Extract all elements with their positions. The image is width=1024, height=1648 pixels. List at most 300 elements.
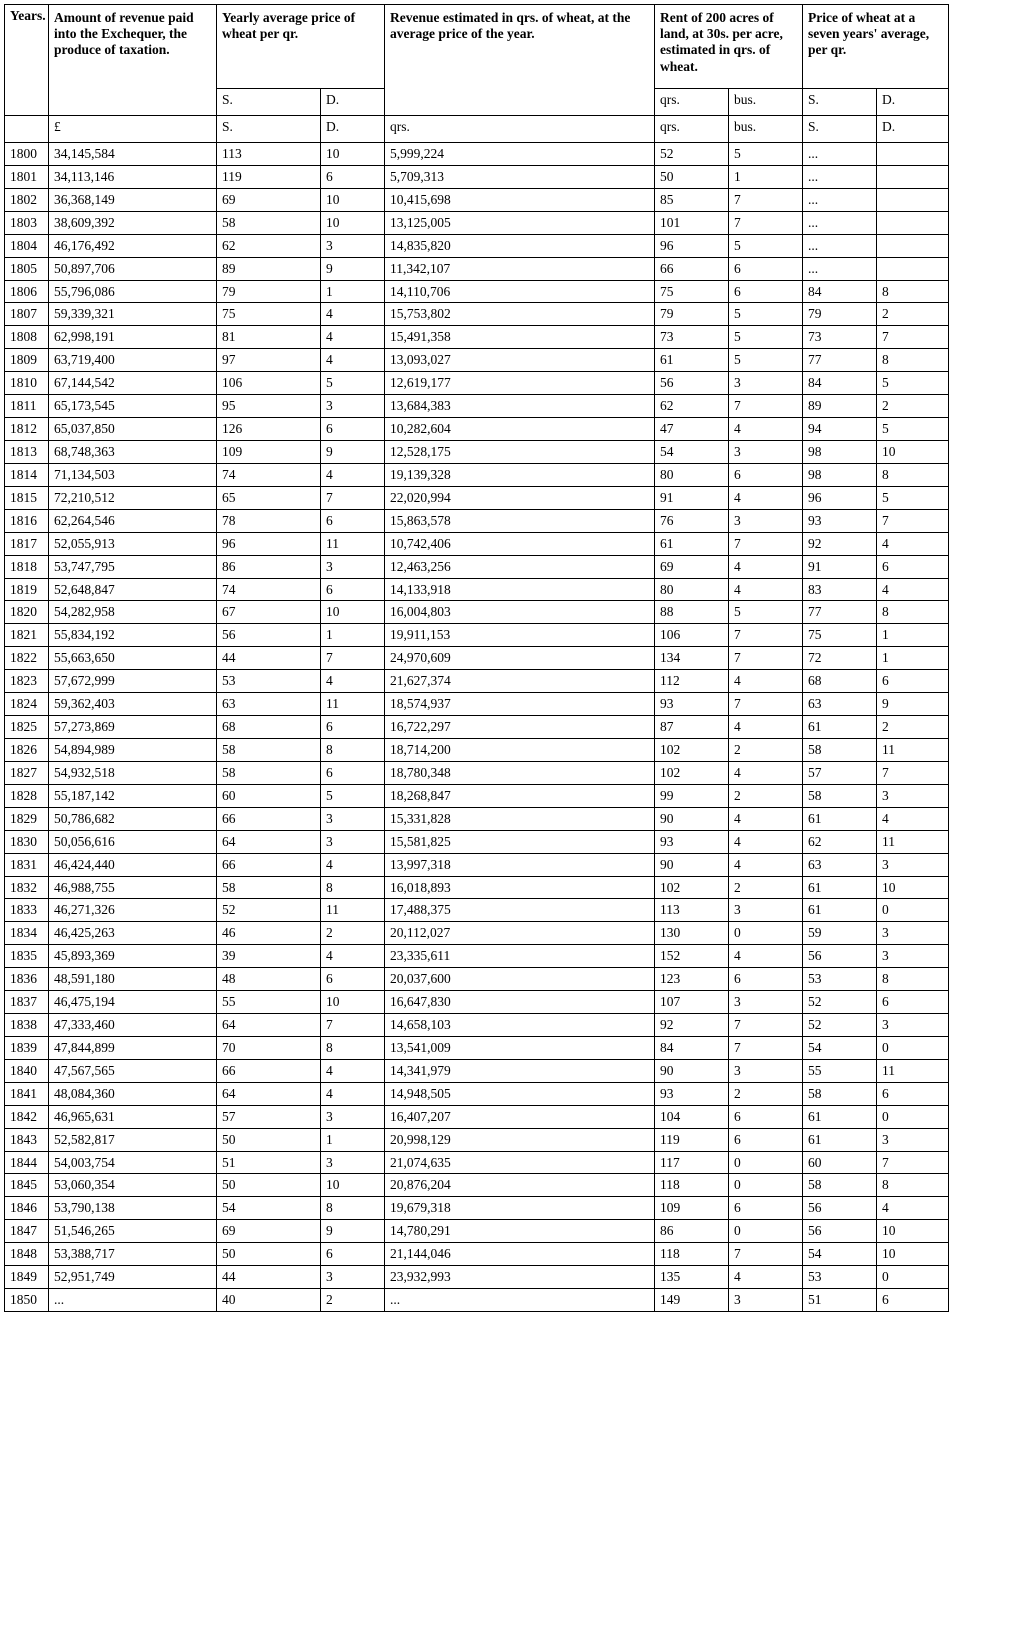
cell-revenue-in-wheat: 15,331,828 [385,807,655,830]
cell-year: 1828 [5,784,49,807]
cell-rent-bus: 7 [729,395,803,418]
cell-rent-qrs: 152 [655,945,729,968]
cell-price-pence: 7 [877,1151,949,1174]
cell-price-pence [877,188,949,211]
cell-rent-bus: 3 [729,1059,803,1082]
cell-rent-qrs: 109 [655,1197,729,1220]
cell-revenue: 55,663,650 [49,647,217,670]
cell-price-shillings: 98 [803,440,877,463]
cell-year: 1849 [5,1266,49,1289]
cell-price-shillings: 58 [803,1174,877,1197]
cell-price-pence: 2 [877,395,949,418]
cell-price-pence [877,234,949,257]
cell-price-pence: 3 [877,1128,949,1151]
cell-year: 1825 [5,716,49,739]
cell-avg-price-pence: 3 [321,555,385,578]
cell-year: 1807 [5,303,49,326]
cell-year: 1817 [5,532,49,555]
cell-revenue-in-wheat: 18,780,348 [385,761,655,784]
cell-price-pence: 8 [877,280,949,303]
cell-year: 1801 [5,165,49,188]
unit-avg-price-pence-2: D. [321,116,385,143]
cell-rent-bus: 7 [729,1014,803,1037]
cell-rent-qrs: 80 [655,578,729,601]
unit-rent-bus-2: bus. [729,116,803,143]
cell-revenue-in-wheat: 19,911,153 [385,624,655,647]
cell-rent-qrs: 107 [655,991,729,1014]
table-row [5,234,949,257]
cell-rent-qrs: 106 [655,624,729,647]
table-row [5,670,949,693]
cell-price-shillings: 96 [803,486,877,509]
cell-avg-price-shillings: 54 [217,1197,321,1220]
cell-price-pence: 11 [877,1059,949,1082]
cell-rent-bus: 4 [729,418,803,441]
cell-price-shillings: 61 [803,1105,877,1128]
cell-avg-price-shillings: 96 [217,532,321,555]
cell-rent-qrs: 134 [655,647,729,670]
cell-rent-qrs: 80 [655,463,729,486]
cell-revenue-in-wheat: 16,407,207 [385,1105,655,1128]
cell-revenue: 54,282,958 [49,601,217,624]
cell-revenue-in-wheat: 16,018,893 [385,876,655,899]
cell-avg-price-pence: 7 [321,1014,385,1037]
unit-rent-qrs-2: qrs. [655,116,729,143]
cell-year: 1802 [5,188,49,211]
cell-revenue-in-wheat: 5,709,313 [385,165,655,188]
cell-avg-price-shillings: 64 [217,1014,321,1037]
cell-year: 1809 [5,349,49,372]
cell-rent-qrs: 66 [655,257,729,280]
cell-avg-price-shillings: 109 [217,440,321,463]
cell-year: 1829 [5,807,49,830]
table-row [5,257,949,280]
cell-avg-price-pence: 3 [321,395,385,418]
cell-price-shillings: 53 [803,1266,877,1289]
cell-year: 1841 [5,1082,49,1105]
table-row [5,165,949,188]
cell-rent-qrs: 118 [655,1174,729,1197]
cell-rent-qrs: 102 [655,876,729,899]
unit-avg-price-shillings: S. [217,89,321,116]
cell-year: 1843 [5,1128,49,1151]
cell-price-pence: 6 [877,670,949,693]
cell-price-shillings: 73 [803,326,877,349]
cell-price-shillings: 61 [803,807,877,830]
cell-price-pence: 3 [877,1014,949,1037]
cell-avg-price-shillings: 119 [217,165,321,188]
cell-year: 1805 [5,257,49,280]
table-row [5,647,949,670]
cell-avg-price-shillings: 46 [217,922,321,945]
cell-revenue-in-wheat: 23,335,611 [385,945,655,968]
cell-year: 1818 [5,555,49,578]
cell-rent-qrs: 69 [655,555,729,578]
cell-revenue: 46,475,194 [49,991,217,1014]
cell-rent-qrs: 56 [655,372,729,395]
cell-avg-price-shillings: 81 [217,326,321,349]
cell-year: 1800 [5,143,49,166]
cell-rent-qrs: 102 [655,761,729,784]
cell-rent-bus: 5 [729,326,803,349]
cell-rent-qrs: 91 [655,486,729,509]
cell-price-shillings: 72 [803,647,877,670]
cell-revenue-in-wheat: 13,684,383 [385,395,655,418]
cell-price-shillings: 51 [803,1289,877,1312]
cell-rent-qrs: 62 [655,395,729,418]
cell-revenue: 65,037,850 [49,418,217,441]
cell-revenue-in-wheat: 21,627,374 [385,670,655,693]
cell-avg-price-shillings: 78 [217,509,321,532]
cell-avg-price-pence: 10 [321,601,385,624]
cell-price-shillings: 75 [803,624,877,647]
cell-rent-qrs: 90 [655,1059,729,1082]
cell-avg-price-shillings: 50 [217,1243,321,1266]
cell-rent-qrs: 86 [655,1220,729,1243]
cell-rent-qrs: 130 [655,922,729,945]
cell-rent-bus: 5 [729,349,803,372]
cell-avg-price-shillings: 66 [217,853,321,876]
cell-avg-price-pence: 7 [321,486,385,509]
cell-rent-qrs: 52 [655,143,729,166]
cell-revenue: ... [49,1289,217,1312]
cell-rent-bus: 5 [729,601,803,624]
cell-avg-price-pence: 6 [321,968,385,991]
column-header-revenue-in-wheat: Revenue estimated in qrs. of wheat, at the average price of the year. [385,5,655,116]
cell-avg-price-pence: 3 [321,830,385,853]
cell-avg-price-shillings: 74 [217,578,321,601]
cell-revenue-in-wheat: 14,341,979 [385,1059,655,1082]
cell-price-pence: 8 [877,463,949,486]
cell-rent-bus: 7 [729,188,803,211]
cell-price-pence: 1 [877,624,949,647]
cell-price-shillings: 94 [803,418,877,441]
table-row [5,1197,949,1220]
cell-year: 1837 [5,991,49,1014]
cell-price-shillings: 54 [803,1036,877,1059]
cell-revenue: 57,672,999 [49,670,217,693]
cell-price-shillings: 92 [803,532,877,555]
cell-avg-price-shillings: 75 [217,303,321,326]
cell-avg-price-pence: 6 [321,509,385,532]
cell-avg-price-pence: 3 [321,807,385,830]
cell-revenue: 53,060,354 [49,1174,217,1197]
cell-avg-price-shillings: 55 [217,991,321,1014]
table-row [5,968,949,991]
cell-avg-price-pence: 6 [321,418,385,441]
cell-revenue: 72,210,512 [49,486,217,509]
cell-avg-price-pence: 3 [321,1266,385,1289]
cell-avg-price-pence: 3 [321,1151,385,1174]
cell-rent-qrs: 93 [655,830,729,853]
cell-price-pence: 5 [877,418,949,441]
cell-avg-price-shillings: 39 [217,945,321,968]
cell-revenue-in-wheat: 14,948,505 [385,1082,655,1105]
cell-avg-price-shillings: 106 [217,372,321,395]
cell-price-pence: 8 [877,349,949,372]
cell-revenue-in-wheat: 5,999,224 [385,143,655,166]
table-row [5,372,949,395]
table-row [5,1289,949,1312]
cell-avg-price-pence: 4 [321,463,385,486]
cell-avg-price-shillings: 48 [217,968,321,991]
cell-avg-price-pence: 2 [321,922,385,945]
cell-rent-bus: 0 [729,1151,803,1174]
cell-revenue-in-wheat: 20,037,600 [385,968,655,991]
cell-price-pence: 8 [877,1174,949,1197]
cell-revenue-in-wheat: 20,876,204 [385,1174,655,1197]
table-row [5,280,949,303]
cell-avg-price-pence: 4 [321,853,385,876]
cell-price-pence: 4 [877,578,949,601]
cell-year: 1839 [5,1036,49,1059]
cell-revenue-in-wheat: 16,647,830 [385,991,655,1014]
cell-price-pence: 10 [877,1243,949,1266]
revenue-wheat-table [4,4,949,1312]
cell-avg-price-shillings: 44 [217,1266,321,1289]
cell-price-shillings: ... [803,165,877,188]
cell-rent-bus: 0 [729,922,803,945]
cell-revenue-in-wheat: 13,997,318 [385,853,655,876]
cell-revenue: 57,273,869 [49,716,217,739]
cell-avg-price-pence: 4 [321,1059,385,1082]
cell-revenue: 62,264,546 [49,509,217,532]
cell-revenue: 52,582,817 [49,1128,217,1151]
table-row [5,830,949,853]
cell-price-pence: 9 [877,693,949,716]
table-row [5,738,949,761]
cell-revenue: 63,719,400 [49,349,217,372]
column-header-price-seven-years: Price of wheat at a seven years' average, per qr. [803,5,949,89]
cell-year: 1822 [5,647,49,670]
cell-rent-bus: 4 [729,853,803,876]
cell-price-shillings: 63 [803,853,877,876]
cell-rent-qrs: 96 [655,234,729,257]
cell-avg-price-pence: 6 [321,165,385,188]
cell-rent-qrs: 79 [655,303,729,326]
cell-revenue: 48,084,360 [49,1082,217,1105]
cell-rent-bus: 4 [729,1266,803,1289]
cell-rent-qrs: 119 [655,1128,729,1151]
cell-rent-bus: 4 [729,578,803,601]
cell-price-shillings: 84 [803,372,877,395]
cell-avg-price-pence: 1 [321,1128,385,1151]
cell-avg-price-pence: 4 [321,1082,385,1105]
cell-avg-price-shillings: 58 [217,761,321,784]
cell-revenue: 53,388,717 [49,1243,217,1266]
table-row [5,899,949,922]
cell-price-pence: 3 [877,945,949,968]
cell-revenue: 48,591,180 [49,968,217,991]
cell-year: 1824 [5,693,49,716]
cell-avg-price-shillings: 40 [217,1289,321,1312]
cell-price-pence: 11 [877,738,949,761]
cell-rent-bus: 3 [729,440,803,463]
cell-avg-price-shillings: 65 [217,486,321,509]
cell-revenue-in-wheat: 10,742,406 [385,532,655,555]
table-row [5,486,949,509]
table-row [5,716,949,739]
cell-price-pence: 7 [877,509,949,532]
cell-revenue-in-wheat: 13,541,009 [385,1036,655,1059]
cell-avg-price-pence: 10 [321,991,385,1014]
unit-price-pence-2: D. [877,116,949,143]
table-row [5,578,949,601]
cell-price-shillings: 93 [803,509,877,532]
cell-price-pence: 8 [877,968,949,991]
table-row [5,1014,949,1037]
cell-avg-price-pence: 1 [321,280,385,303]
cell-rent-qrs: 92 [655,1014,729,1037]
cell-price-shillings: 79 [803,303,877,326]
cell-year: 1812 [5,418,49,441]
cell-price-pence: 4 [877,532,949,555]
cell-avg-price-shillings: 58 [217,876,321,899]
cell-rent-bus: 7 [729,532,803,555]
cell-revenue-in-wheat: 12,528,175 [385,440,655,463]
cell-revenue-in-wheat: 18,268,847 [385,784,655,807]
cell-avg-price-pence: 10 [321,188,385,211]
cell-price-shillings: 59 [803,922,877,945]
cell-revenue-in-wheat: 13,093,027 [385,349,655,372]
cell-price-pence [877,165,949,188]
cell-avg-price-pence: 8 [321,1197,385,1220]
cell-rent-qrs: 117 [655,1151,729,1174]
cell-price-shillings: 68 [803,670,877,693]
cell-revenue: 38,609,392 [49,211,217,234]
cell-avg-price-shillings: 64 [217,1082,321,1105]
table-row [5,418,949,441]
cell-rent-bus: 6 [729,1128,803,1151]
cell-avg-price-pence: 11 [321,899,385,922]
cell-year: 1813 [5,440,49,463]
table-row [5,211,949,234]
unit-price-shillings: S. [803,89,877,116]
table-row [5,1266,949,1289]
cell-avg-price-shillings: 79 [217,280,321,303]
cell-year: 1815 [5,486,49,509]
cell-revenue: 55,834,192 [49,624,217,647]
cell-avg-price-shillings: 66 [217,807,321,830]
cell-year: 1848 [5,1243,49,1266]
cell-rent-qrs: 54 [655,440,729,463]
cell-avg-price-pence: 9 [321,1220,385,1243]
cell-avg-price-pence: 3 [321,1105,385,1128]
cell-price-shillings: 56 [803,1197,877,1220]
cell-revenue: 47,333,460 [49,1014,217,1037]
cell-revenue-in-wheat: ... [385,1289,655,1312]
cell-revenue-in-wheat: 12,463,256 [385,555,655,578]
cell-avg-price-pence: 1 [321,624,385,647]
cell-avg-price-shillings: 53 [217,670,321,693]
cell-year: 1842 [5,1105,49,1128]
cell-revenue-in-wheat: 15,491,358 [385,326,655,349]
cell-rent-qrs: 102 [655,738,729,761]
cell-rent-qrs: 87 [655,716,729,739]
cell-avg-price-pence: 4 [321,670,385,693]
cell-avg-price-shillings: 74 [217,463,321,486]
cell-avg-price-shillings: 62 [217,234,321,257]
cell-year: 1811 [5,395,49,418]
cell-revenue: 53,790,138 [49,1197,217,1220]
cell-price-shillings: ... [803,188,877,211]
cell-rent-bus: 4 [729,670,803,693]
cell-rent-bus: 5 [729,303,803,326]
cell-avg-price-pence: 5 [321,372,385,395]
cell-avg-price-shillings: 70 [217,1036,321,1059]
cell-revenue-in-wheat: 14,133,918 [385,578,655,601]
cell-price-pence: 8 [877,601,949,624]
cell-avg-price-pence: 6 [321,578,385,601]
cell-rent-bus: 0 [729,1220,803,1243]
column-header-years: Years. [5,5,49,116]
cell-price-shillings: 61 [803,716,877,739]
cell-rent-bus: 1 [729,165,803,188]
cell-year: 1810 [5,372,49,395]
cell-rent-bus: 7 [729,1243,803,1266]
header-row-units-2 [5,116,949,143]
cell-rent-bus: 7 [729,647,803,670]
cell-year: 1803 [5,211,49,234]
cell-revenue: 50,786,682 [49,807,217,830]
cell-avg-price-pence: 4 [321,349,385,372]
table-row [5,532,949,555]
cell-revenue: 59,339,321 [49,303,217,326]
cell-revenue-in-wheat: 10,282,604 [385,418,655,441]
cell-price-pence: 3 [877,922,949,945]
table-row [5,601,949,624]
cell-rent-qrs: 85 [655,188,729,211]
cell-year: 1833 [5,899,49,922]
cell-revenue: 54,932,518 [49,761,217,784]
cell-avg-price-pence: 6 [321,716,385,739]
cell-rent-bus: 4 [729,716,803,739]
cell-rent-qrs: 101 [655,211,729,234]
cell-price-pence: 6 [877,1082,949,1105]
cell-price-shillings: 58 [803,738,877,761]
cell-avg-price-shillings: 66 [217,1059,321,1082]
cell-year: 1846 [5,1197,49,1220]
cell-avg-price-shillings: 69 [217,1220,321,1243]
cell-revenue-in-wheat: 15,863,578 [385,509,655,532]
cell-revenue-in-wheat: 19,139,328 [385,463,655,486]
cell-price-shillings: 84 [803,280,877,303]
cell-avg-price-shillings: 97 [217,349,321,372]
cell-revenue: 34,145,584 [49,143,217,166]
table-row [5,1243,949,1266]
cell-revenue-in-wheat: 14,835,820 [385,234,655,257]
cell-revenue-in-wheat: 16,722,297 [385,716,655,739]
table-row [5,303,949,326]
cell-price-pence [877,143,949,166]
cell-rent-qrs: 50 [655,165,729,188]
unit-revenue-pounds: £ [49,116,217,143]
unit-avg-price-pence: D. [321,89,385,116]
cell-price-shillings: 52 [803,1014,877,1037]
cell-revenue-in-wheat: 14,780,291 [385,1220,655,1243]
cell-price-shillings: 57 [803,761,877,784]
cell-avg-price-pence: 5 [321,784,385,807]
table-row [5,143,949,166]
cell-revenue: 55,187,142 [49,784,217,807]
cell-rent-bus: 2 [729,1082,803,1105]
cell-price-pence: 6 [877,1289,949,1312]
cell-avg-price-pence: 8 [321,876,385,899]
cell-revenue-in-wheat: 14,110,706 [385,280,655,303]
cell-year: 1832 [5,876,49,899]
cell-price-shillings: 54 [803,1243,877,1266]
cell-year: 1835 [5,945,49,968]
